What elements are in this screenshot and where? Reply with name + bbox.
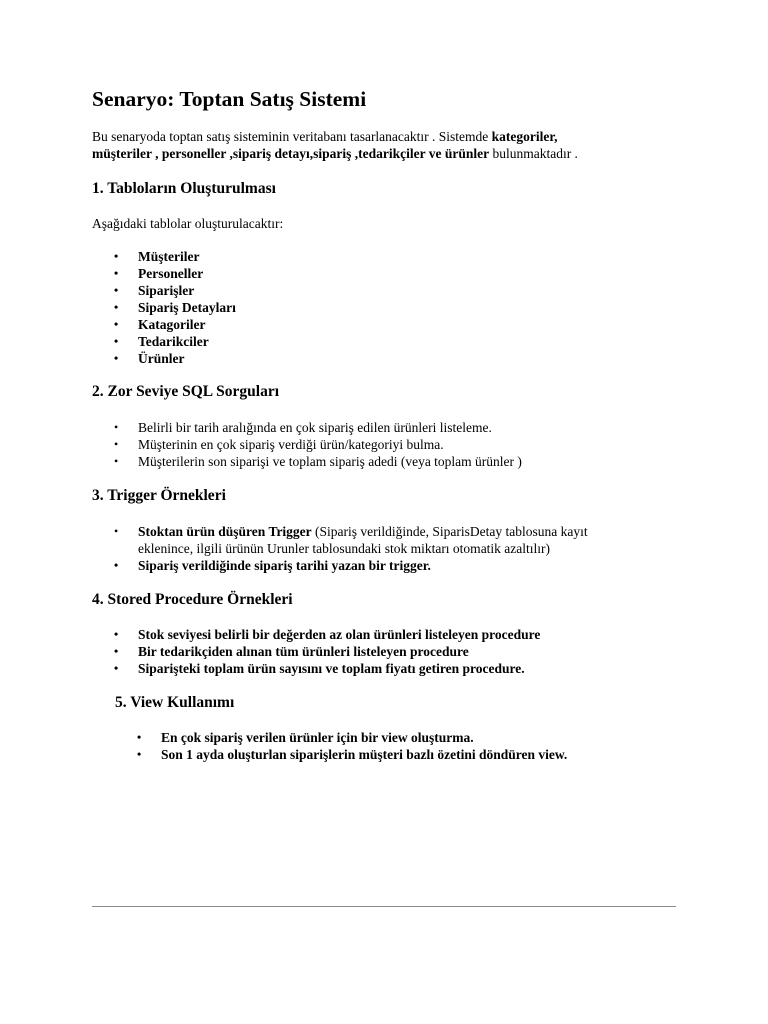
bullet-icon: • [114, 558, 119, 572]
intro-line-2 [92, 145, 692, 162]
section-5-list [137, 729, 568, 763]
bullet-icon: • [114, 249, 119, 263]
list-item: • Sipariş verildiğinde sipariş tarihi yazan bir trigger. [114, 558, 431, 573]
bullet-icon: • [114, 437, 119, 451]
list-item: • Tedarikciler [114, 334, 209, 349]
bullet-icon: • [114, 283, 119, 297]
section-1-heading: 1. Tabloların Oluşturulması [92, 180, 276, 197]
bullet-icon: • [114, 334, 119, 348]
section-4-list [114, 626, 541, 677]
bullet-icon: • [114, 266, 119, 280]
bullet-icon: • [114, 454, 119, 468]
bullet-icon: • [114, 524, 119, 538]
page-title: Senaryo: Toptan Satış Sistemi [92, 87, 367, 111]
section-2-list [114, 419, 522, 470]
section-2-heading: 2. Zor Seviye SQL Sorguları [92, 383, 280, 400]
footer-divider [92, 906, 676, 907]
list-item: • Müşterinin en çok sipariş verdiği ürün/kategoriyi bulma. [114, 437, 444, 452]
list-item: • Sipariş Detayları [114, 300, 236, 315]
bullet-icon: • [114, 317, 119, 331]
list-item: • Stoktan ürün düşüren Trigger (Sipariş verildiğinde, SiparisDetay tablosuna kayıt eklenince, ilgili ürünün Urunler tablosundaki stok miktarı otomatik azaltılır) [114, 524, 588, 556]
intro-paragraph [92, 128, 692, 162]
bullet-icon: • [114, 420, 119, 434]
bullet-icon: • [114, 644, 119, 658]
list-item: • Katagoriler [114, 317, 206, 332]
bullet-icon: • [137, 747, 142, 761]
list-item: • Müşterilerin son siparişi ve toplam sipariş adedi (veya toplam ürünler ) [114, 454, 522, 469]
section-3-list [114, 523, 588, 574]
list-item: • Bir tedarikçiden alınan tüm ürünleri listeleyen procedure [114, 644, 469, 659]
bullet-icon: • [114, 300, 119, 314]
intro-text-2: bulunmaktadır . [489, 146, 578, 161]
bullet-icon: • [114, 351, 119, 365]
list-item: • Personeller [114, 266, 204, 281]
section-3-heading: 3. Trigger Örnekleri [92, 487, 226, 504]
intro-line-1 [92, 128, 692, 145]
intro-bold-1: kategoriler, [491, 129, 558, 144]
list-item: • En çok sipariş verilen ürünler için bir view oluşturma. [137, 730, 474, 745]
bullet-icon: • [137, 730, 142, 744]
list-item: • Stok seviyesi belirli bir değerden az olan ürünleri listeleyen procedure [114, 627, 541, 642]
list-item: • Siparişler [114, 283, 195, 298]
list-item: • Siparişteki toplam ürün sayısını ve toplam fiyatı getiren procedure. [114, 661, 525, 676]
bullet-icon: • [114, 661, 119, 675]
section-4-heading: 4. Stored Procedure Örnekleri [92, 591, 293, 608]
intro-text-1: Bu senaryoda toptan satış sisteminin veritabanı tasarlanacaktır . Sistemde [92, 129, 492, 144]
section-1-list [114, 248, 236, 367]
list-item: • Müşteriler [114, 249, 200, 264]
list-item: • Belirli bir tarih aralığında en çok sipariş edilen ürünleri listeleme. [114, 420, 492, 435]
list-item: • Son 1 ayda oluşturlan siparişlerin müşteri bazlı özetini döndüren view. [137, 747, 568, 762]
intro-bold-2: müşteriler , personeller ,sipariş detayı,sipariş ,tedarikçiler ve ürünler [92, 146, 490, 161]
bullet-icon: • [114, 627, 119, 641]
section-1-text: Aşağıdaki tablolar oluşturulacaktır: [92, 216, 284, 231]
section-5-heading: 5. View Kullanımı [115, 694, 235, 711]
list-item: • Ürünler [114, 351, 185, 366]
